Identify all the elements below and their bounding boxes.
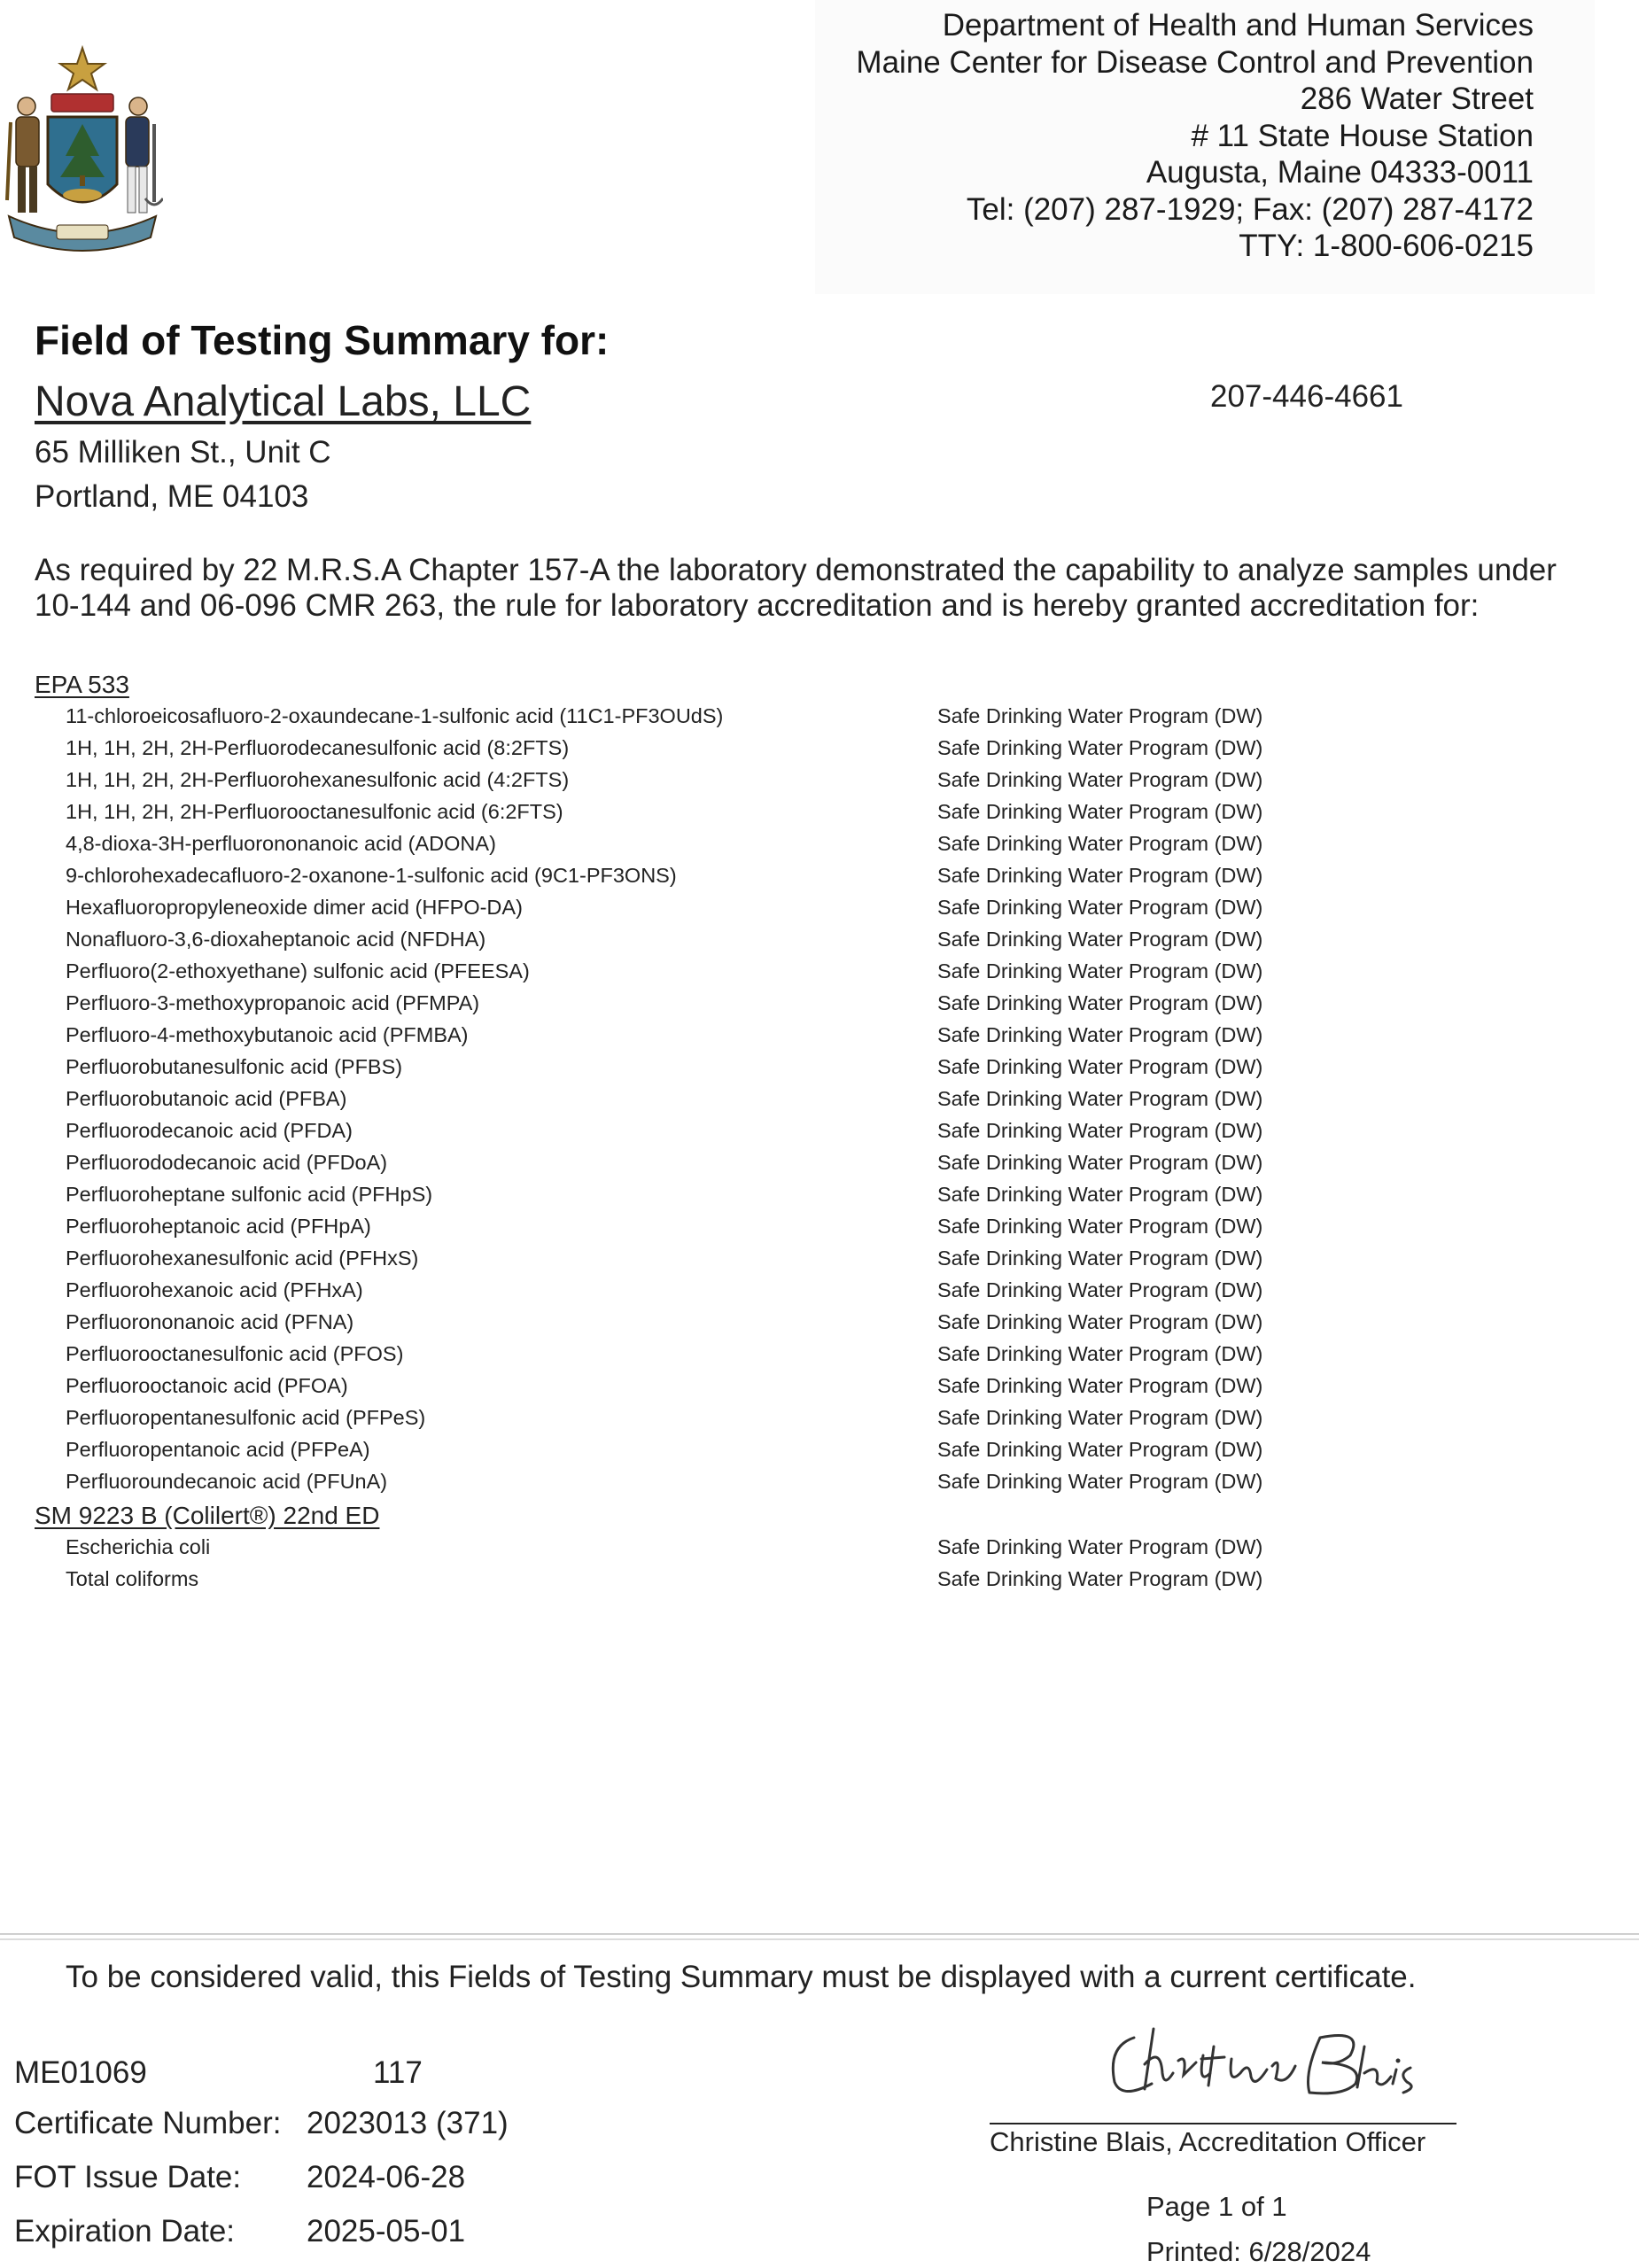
agency-phone-fax: Tel: (207) 287-1929; Fax: (207) 287-4172 bbox=[966, 191, 1534, 227]
analyte-name: Nonafluoro-3,6-dioxaheptanoic acid (NFDHA) bbox=[66, 928, 486, 951]
footer-divider bbox=[0, 1933, 1639, 1935]
analyte-program: Safe Drinking Water Program (DW) bbox=[937, 1247, 1263, 1270]
analyte-program: Safe Drinking Water Program (DW) bbox=[937, 1023, 1263, 1046]
analyte-name: 1H, 1H, 2H, 2H-Perfluorodecanesulfonic acid (8:2FTS) bbox=[66, 736, 570, 759]
analyte-program: Safe Drinking Water Program (DW) bbox=[937, 928, 1263, 951]
analyte-program: Safe Drinking Water Program (DW) bbox=[937, 1470, 1263, 1493]
header-address-block bbox=[815, 0, 1595, 294]
analyte-program: Safe Drinking Water Program (DW) bbox=[937, 1535, 1263, 1558]
analyte-program: Safe Drinking Water Program (DW) bbox=[937, 1342, 1263, 1365]
analyte-name: Perfluorododecanoic acid (PFDoA) bbox=[66, 1151, 388, 1174]
validity-note: To be considered valid, this Fields of Testing Summary must be displayed with a current certificate. bbox=[66, 1960, 1417, 1994]
analyte-program: Safe Drinking Water Program (DW) bbox=[937, 1055, 1263, 1078]
analyte-name: 1H, 1H, 2H, 2H-Perfluorooctanesulfonic acid (6:2FTS) bbox=[66, 800, 563, 823]
analyte-program: Safe Drinking Water Program (DW) bbox=[937, 1278, 1263, 1301]
analyte-program: Safe Drinking Water Program (DW) bbox=[937, 704, 1263, 727]
analyte-program: Safe Drinking Water Program (DW) bbox=[937, 1215, 1263, 1238]
method-title: EPA 533 bbox=[35, 671, 129, 698]
issue-date-value: 2024-06-28 bbox=[307, 2160, 466, 2194]
analyte-name: 1H, 1H, 2H, 2H-Perfluorohexanesulfonic acid (4:2FTS) bbox=[66, 768, 570, 791]
agency-department: Department of Health and Human Services bbox=[942, 8, 1534, 43]
analyte-name: Perfluoro-3-methoxypropanoic acid (PFMPA) bbox=[66, 991, 480, 1014]
page-number: Page 1 of 1 bbox=[1146, 2191, 1287, 2222]
analyte-program: Safe Drinking Water Program (DW) bbox=[937, 959, 1263, 983]
analyte-program: Safe Drinking Water Program (DW) bbox=[937, 1310, 1263, 1333]
analyte-name: 9-chlorohexadecafluoro-2-oxanone-1-sulfonic acid (9C1-PF3ONS) bbox=[66, 864, 677, 887]
agency-tty: TTY: 1-800-606-0215 bbox=[1239, 229, 1534, 263]
analyte-name: 4,8-dioxa-3H-perfluorononanoic acid (ADONA) bbox=[66, 832, 496, 855]
lab-id-number: 117 bbox=[373, 2055, 423, 2090]
analyte-name: Perfluorooctanesulfonic acid (PFOS) bbox=[66, 1342, 404, 1365]
signature-line bbox=[990, 2123, 1456, 2124]
analyte-name: Perfluoroheptanoic acid (PFHpA) bbox=[66, 1215, 371, 1238]
analyte-name: Perfluorohexanesulfonic acid (PFHxS) bbox=[66, 1247, 419, 1270]
certificate-number-value: 2023013 (371) bbox=[307, 2106, 509, 2140]
lab-phone: 207-446-4661 bbox=[1210, 379, 1403, 414]
analyte-program: Safe Drinking Water Program (DW) bbox=[937, 768, 1263, 791]
lab-id-code: ME01069 bbox=[14, 2055, 147, 2090]
analyte-name: Perfluorobutanoic acid (PFBA) bbox=[66, 1087, 347, 1110]
analyte-name: Perfluorooctanoic acid (PFOA) bbox=[66, 1374, 348, 1397]
analyte-program: Safe Drinking Water Program (DW) bbox=[937, 800, 1263, 823]
agency-street: 286 Water Street bbox=[1300, 82, 1534, 116]
issue-date-label: FOT Issue Date: bbox=[14, 2160, 242, 2194]
footer-divider-secondary bbox=[0, 1938, 1639, 1940]
analyte-program: Safe Drinking Water Program (DW) bbox=[937, 736, 1263, 759]
analyte-name: Total coliforms bbox=[66, 1567, 199, 1590]
certificate-number-label: Certificate Number: bbox=[14, 2106, 282, 2140]
analyte-program: Safe Drinking Water Program (DW) bbox=[937, 832, 1263, 855]
expiration-date-value: 2025-05-01 bbox=[307, 2214, 466, 2249]
analyte-program: Safe Drinking Water Program (DW) bbox=[937, 1183, 1263, 1206]
agency-city: Augusta, Maine 04333-0011 bbox=[1146, 155, 1534, 190]
analyte-name: Perfluoro-4-methoxybutanoic acid (PFMBA) bbox=[66, 1023, 469, 1046]
analyte-program: Safe Drinking Water Program (DW) bbox=[937, 1374, 1263, 1397]
printed-date: Printed: 6/28/2024 bbox=[1146, 2236, 1371, 2267]
maine-seal-icon bbox=[2, 43, 163, 253]
lab-address-line1: 65 Milliken St., Unit C bbox=[35, 435, 331, 470]
method-title: SM 9223 B (Colilert®) 22nd ED bbox=[35, 1502, 380, 1529]
handwritten-signature bbox=[1099, 2011, 1453, 2109]
analyte-name: Perfluoropentanoic acid (PFPeA) bbox=[66, 1438, 370, 1461]
analyte-program: Safe Drinking Water Program (DW) bbox=[937, 1151, 1263, 1174]
analyte-program: Safe Drinking Water Program (DW) bbox=[937, 896, 1263, 919]
analyte-name: Perfluorohexanoic acid (PFHxA) bbox=[66, 1278, 363, 1301]
analyte-name: Perfluoroundecanoic acid (PFUnA) bbox=[66, 1470, 388, 1493]
analyte-program: Safe Drinking Water Program (DW) bbox=[937, 1119, 1263, 1142]
analyte-program: Safe Drinking Water Program (DW) bbox=[937, 1438, 1263, 1461]
document-title: Field of Testing Summary for: bbox=[35, 317, 610, 363]
agency-center: Maine Center for Disease Control and Prevention bbox=[856, 44, 1534, 80]
accreditation-statement: As required by 22 M.R.S.A Chapter 157-A the laboratory demonstrated the capability to analyze samples under 10-144 and 06-096 CMR 263, the rule for laboratory accreditation and is hereby granted accreditation for: bbox=[35, 553, 1557, 623]
analyte-name: Perfluorobutanesulfonic acid (PFBS) bbox=[66, 1055, 403, 1078]
analyte-name: Perfluoropentanesulfonic acid (PFPeS) bbox=[66, 1406, 426, 1429]
analyte-name: Perfluorodecanoic acid (PFDA) bbox=[66, 1119, 353, 1142]
analyte-name: Perfluoroheptane sulfonic acid (PFHpS) bbox=[66, 1183, 433, 1206]
analyte-program: Safe Drinking Water Program (DW) bbox=[937, 1406, 1263, 1429]
agency-address bbox=[856, 7, 1534, 265]
analyte-name: Perfluoro(2-ethoxyethane) sulfonic acid (PFEESA) bbox=[66, 959, 530, 983]
analyte-name: Perfluorononanoic acid (PFNA) bbox=[66, 1310, 354, 1333]
expiration-date-label: Expiration Date: bbox=[14, 2214, 236, 2249]
lab-address-line2: Portland, ME 04103 bbox=[35, 479, 309, 514]
signer-name: Christine Blais, Accreditation Officer bbox=[990, 2126, 1426, 2157]
analyte-program: Safe Drinking Water Program (DW) bbox=[937, 991, 1263, 1014]
analyte-program: Safe Drinking Water Program (DW) bbox=[937, 1087, 1263, 1110]
signature-icon bbox=[1099, 2011, 1453, 2109]
analyte-program: Safe Drinking Water Program (DW) bbox=[937, 864, 1263, 887]
state-seal-image bbox=[2, 43, 163, 253]
analyte-name: Escherichia coli bbox=[66, 1535, 211, 1558]
analyte-program: Safe Drinking Water Program (DW) bbox=[937, 1567, 1263, 1590]
analyte-name: Hexafluoropropyleneoxide dimer acid (HFPO-DA) bbox=[66, 896, 523, 919]
lab-name: Nova Analytical Labs, LLC bbox=[35, 378, 532, 425]
agency-station: # 11 State House Station bbox=[1191, 118, 1534, 153]
analyte-name: 11-chloroeicosafluoro-2-oxaundecane-1-sulfonic acid (11C1-PF3OUdS) bbox=[66, 704, 724, 727]
